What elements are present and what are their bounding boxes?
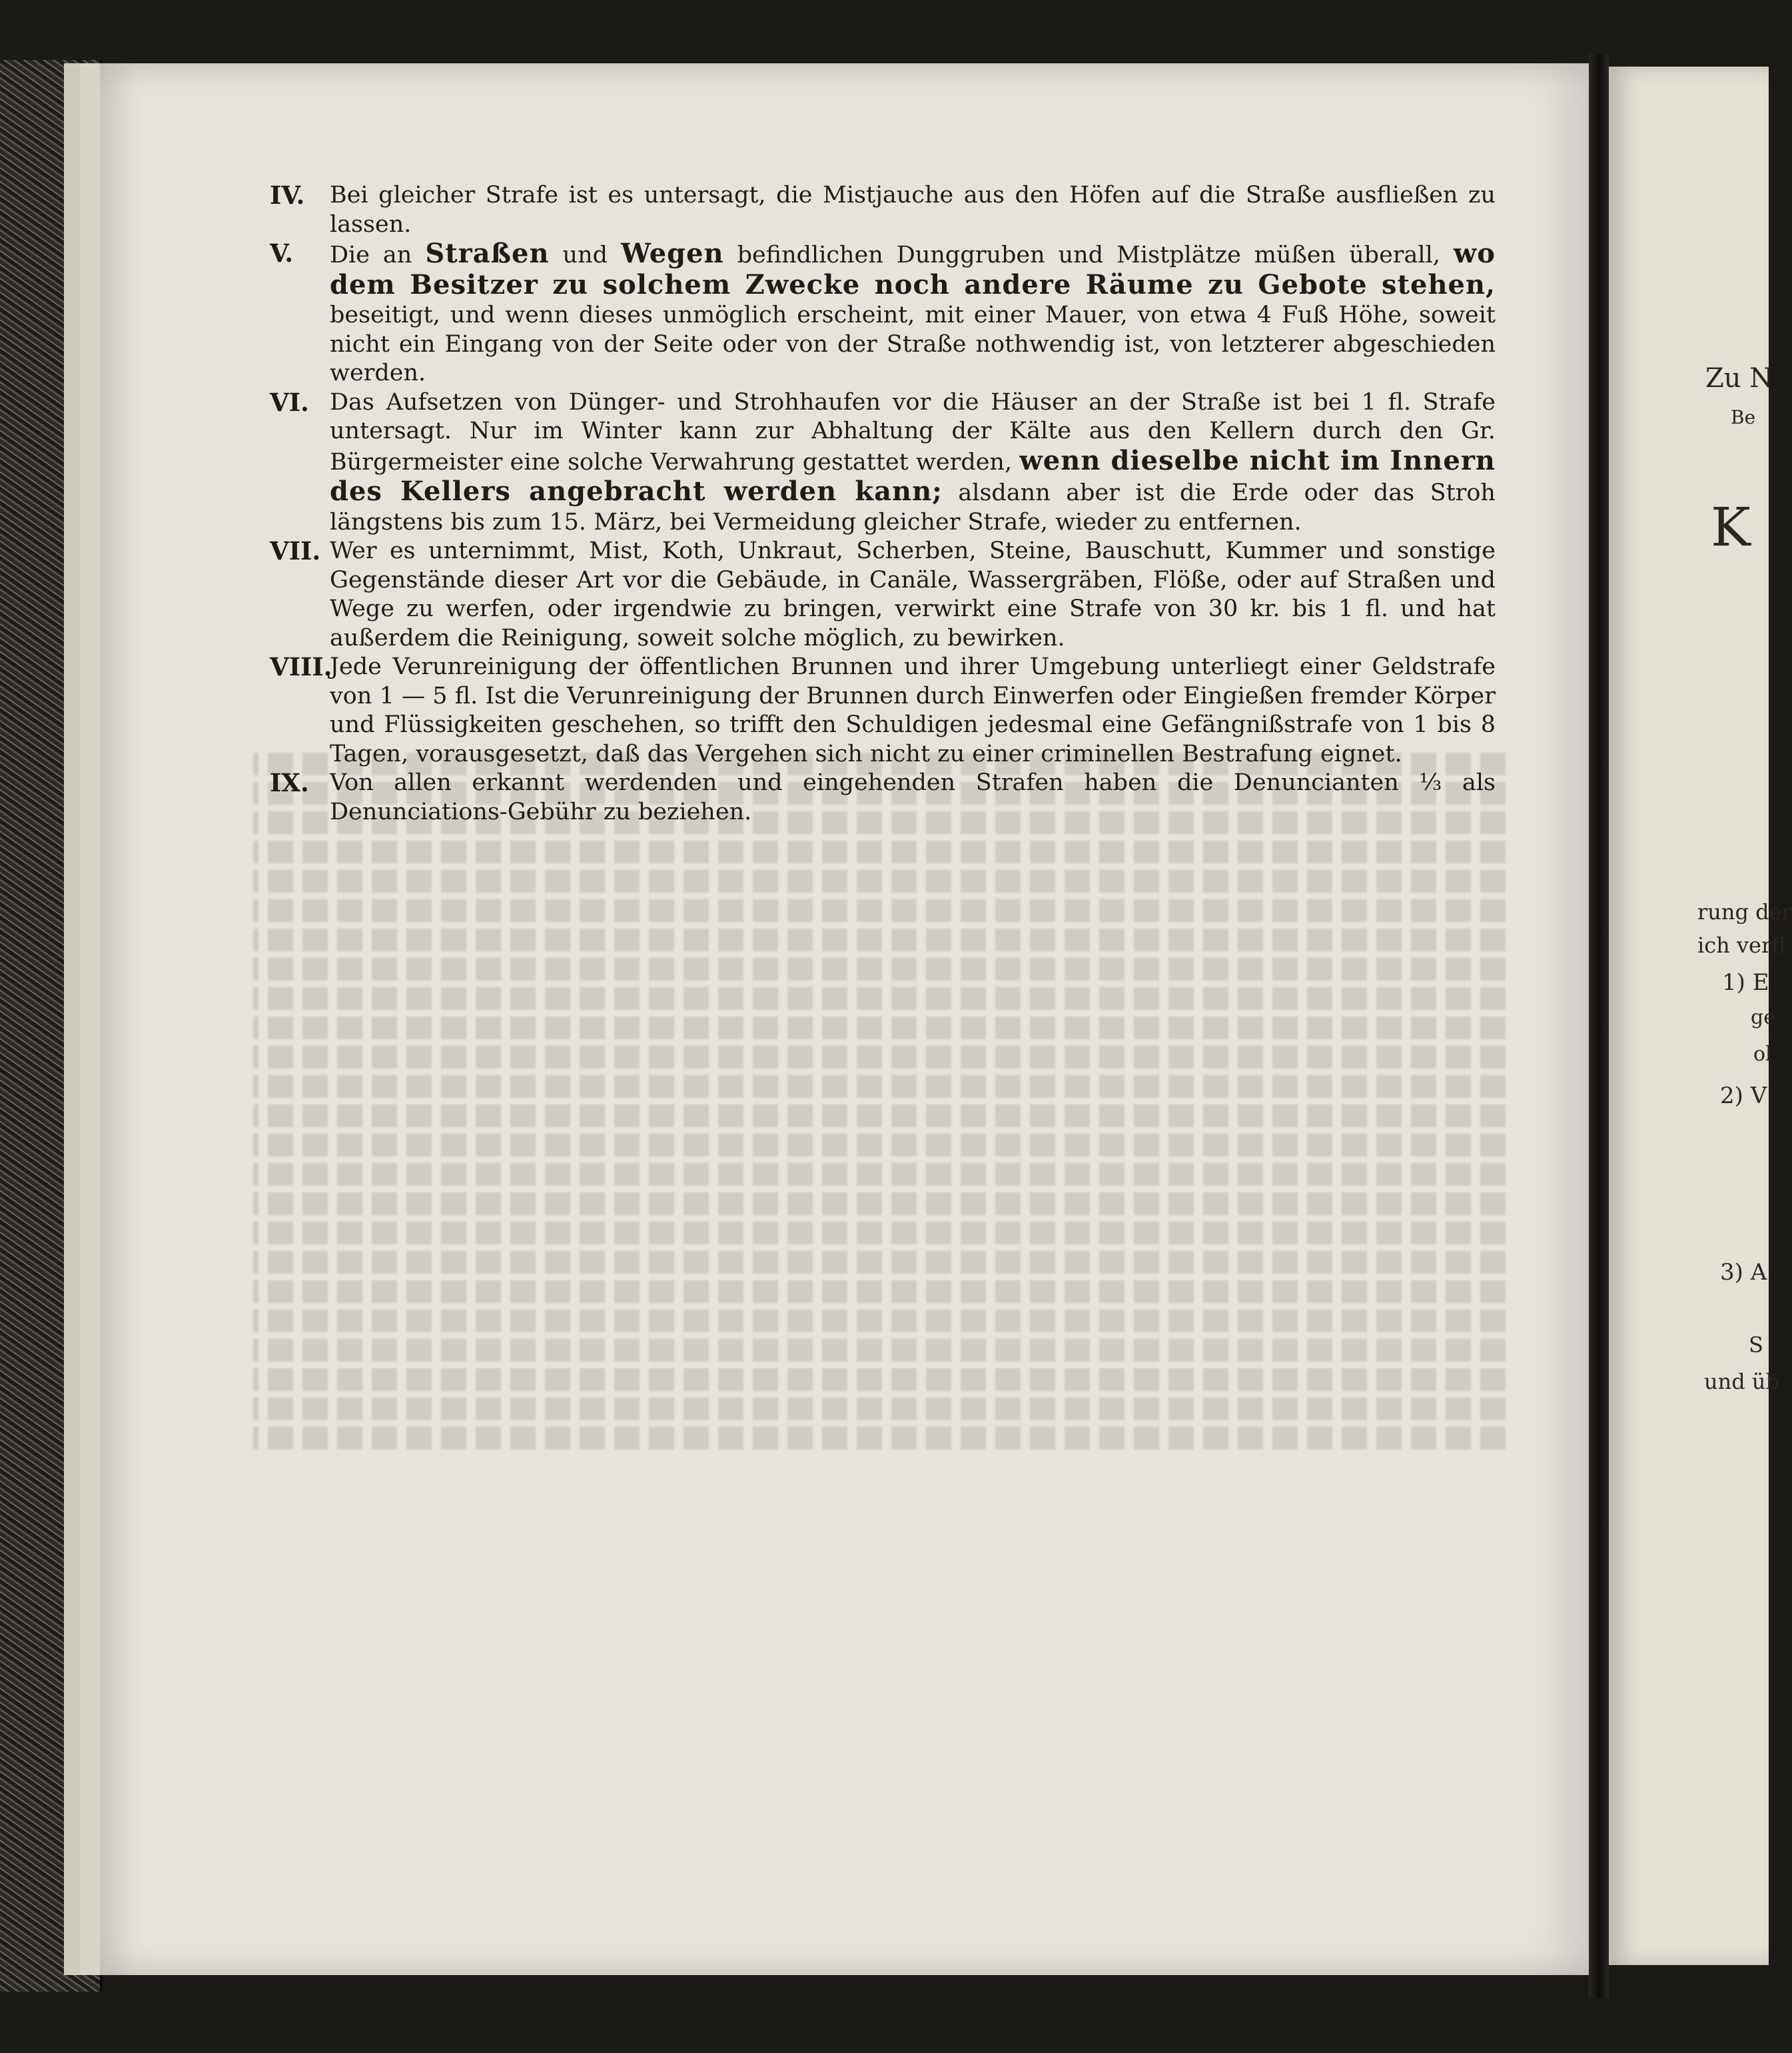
right-page-fragment: 3) A: [1720, 1259, 1767, 1286]
emphasized-text: Straßen: [425, 238, 550, 269]
paragraph-number: V.: [270, 238, 294, 268]
paragraph-text: Bei gleicher Strafe ist es untersagt, die Mistjauche aus den Höfen auf die Straße ausfließen zu lassen.: [330, 182, 1496, 238]
paragraph: [270, 388, 1496, 538]
emphasized-text: wo dem Besitzer zu solchem Zwecke noch andere Räume zu Gebote stehen,: [330, 238, 1496, 300]
right-page-fragment: 1) E: [1722, 969, 1769, 996]
paragraph-number: VI.: [270, 387, 309, 417]
regulation-text: [270, 181, 1496, 827]
paragraph-text: Von allen erkannt werdenden und eingehenden Strafen haben die Denuncianten ⅓ als Denunciations-Gebühr zu beziehen.: [330, 769, 1496, 825]
paragraph-number: VIII.: [270, 652, 332, 681]
paragraph: [270, 653, 1496, 769]
right-page-fragment: K: [1711, 496, 1751, 558]
right-page-fragment: rung der: [1697, 899, 1792, 925]
paragraph: [270, 769, 1496, 827]
right-page-fragment: ol: [1753, 1042, 1772, 1066]
emphasized-text: Wegen: [621, 238, 724, 269]
right-page-partial: [1609, 67, 1792, 1965]
paragraph: [270, 181, 1496, 239]
paragraph: [270, 239, 1496, 388]
right-page-fragment: Be: [1731, 406, 1756, 428]
paragraph-text: beseitigt, und wenn dieses unmöglich erscheint, mit einer Mauer, von etwa 4 Fuß Höhe, soweit nicht ein Eingang von der Seite oder von der Straße nothwendig ist, von letzterer abgeschieden werden.: [330, 302, 1496, 386]
paragraph-number: IV.: [270, 181, 305, 210]
right-page-fragment: 2) V: [1720, 1082, 1767, 1109]
right-page-fragment: Zu N: [1705, 363, 1773, 394]
emphasized-text: wenn dieselbe nicht im Innern des Kellers angebracht werden kann;: [330, 444, 1496, 507]
right-page-fragment: und üb: [1704, 1369, 1779, 1394]
paragraph-text: Jede Verunreinigung der öffentlichen Brunnen und ihrer Umgebung unterliegt einer Geldstrafe von 1 — 5 fl. Ist die Verunreinigung der Brunnen durch Einwerfen oder Eingießen fremder Körper und Flüssigkeiten geschehen, so trifft den Schuldigen jedesmal eine Gefängnißstrafe von 1 bis 8 Tagen, vorausgesetzt, daß das Vergehen sich nicht zu einer criminellen Bestrafung eignet.: [330, 653, 1496, 767]
right-page-fragment: S: [1749, 1332, 1763, 1358]
book-gutter: [1589, 53, 1609, 1998]
paragraph-number: VII.: [270, 536, 321, 566]
paragraph: [270, 537, 1496, 653]
paragraph-text: und: [549, 242, 622, 268]
right-page-fragment: ge: [1751, 1006, 1775, 1029]
paragraph-text: Wer es unternimmt, Mist, Koth, Unkraut, Scherben, Steine, Bauschutt, Kummer und sonstige Gegenstände dieser Art vor die Gebäude, in Canäle, Wassergräben, Flöße, oder auf Straßen und Wege zu werfen, oder irgendwie zu bringen, verwirkt eine Strafe von 30 kr. bis 1 fl. und hat außerdem die Reinigung, soweit solche möglich, zu bewirken.: [330, 538, 1496, 651]
right-page-fragment: ich verfl: [1697, 933, 1786, 958]
paragraph-text: befindlichen Dunggruben und Mistplätze müßen überall,: [723, 242, 1454, 268]
paragraph-text: Die an: [330, 242, 426, 268]
paragraph-text: Das Aufsetzen von Dünger- und Strohhaufen vor die Häuser an der Straße ist bei 1 fl. Strafe untersagt. Nur im Winter kann zur Abhaltung der Kälte aus den Kellern durch den Gr. Bürgermeister eine solche Verwahrung gestattet werden,: [330, 388, 1496, 476]
paragraph-text: alsdann aber ist die Erde oder das Stroh längstens bis zum 15. März, bei Vermeidung gleicher Strafe, wieder zu entfernen.: [330, 480, 1496, 536]
paragraph-number: IX.: [270, 768, 309, 797]
